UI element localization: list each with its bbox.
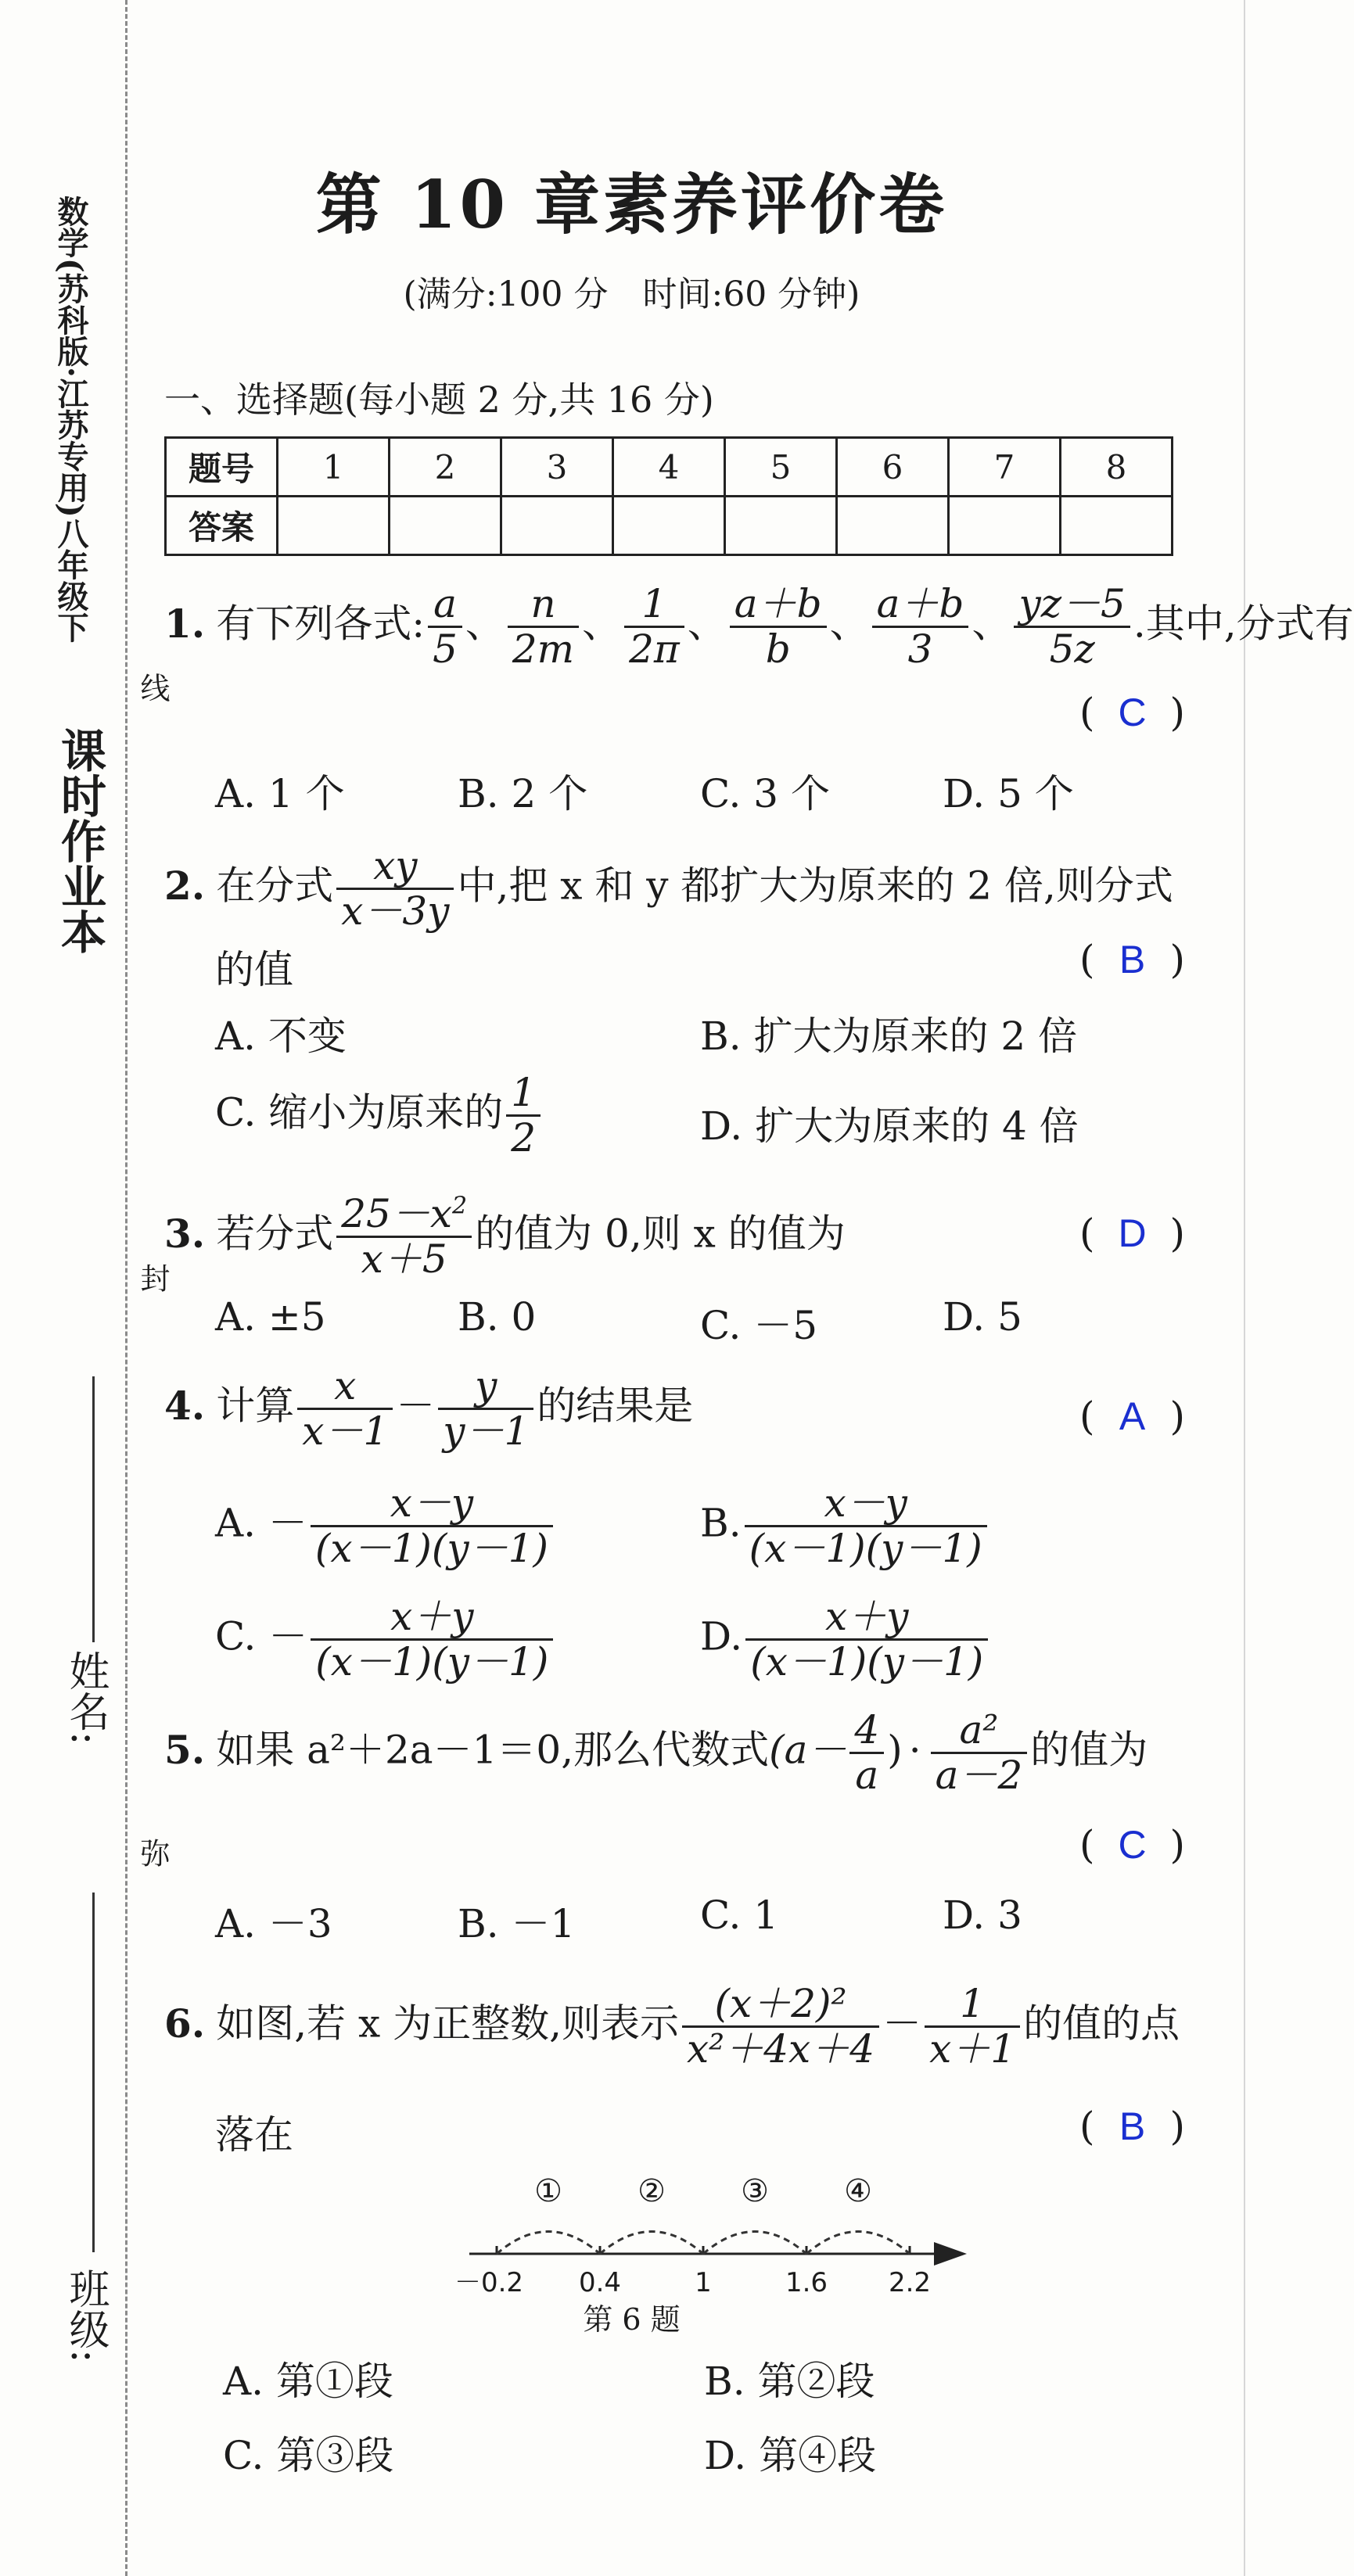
answer-letter: A xyxy=(1119,1394,1146,1438)
answer-bracket-3: ( D ) xyxy=(1079,1211,1186,1256)
option-c: C. － $\frac{x+y}{(x-1)(y-1)}$ xyxy=(215,1595,556,1684)
table-number-cell: 1 xyxy=(278,438,390,497)
table-number-cell: 8 xyxy=(1061,438,1173,497)
figure-caption: 第 6 题 xyxy=(583,2302,681,2337)
answer-table-answer-row xyxy=(166,497,1173,555)
option-b: B. 2 个 xyxy=(458,771,588,816)
tick-label: 0.4 xyxy=(578,2267,622,2298)
option-a: A. －3 xyxy=(215,1901,332,1946)
answer-cell[interactable] xyxy=(725,497,837,555)
segment-label: ② xyxy=(637,2173,666,2209)
question-text: .其中,分式有 xyxy=(1133,601,1354,647)
name-label: 姓名: xyxy=(62,1650,109,1745)
class-label: 班级: xyxy=(62,2268,109,2363)
fraction: $\frac{x+y}{(x-1)(y-1)}$ xyxy=(311,1595,553,1684)
answer-bracket-2: ( B ) xyxy=(1079,937,1186,982)
number-line-figure xyxy=(438,2166,986,2307)
option-b: B. －1 xyxy=(458,1901,576,1946)
question-2-stem: 2. 在分式 $\frac{xy}{x-3y}$ 中,把 x 和 y 都扩大为原来的 2 倍,则分式 xyxy=(164,843,1173,934)
table-number-cell: 3 xyxy=(501,438,613,497)
book-series-label: 数学(苏科版·江苏专用)八年级下 xyxy=(52,196,89,643)
answer-bracket-1: ( C ) xyxy=(1079,690,1186,735)
segment-arc xyxy=(600,2232,703,2255)
answer-bracket-4: ( A ) xyxy=(1079,1394,1186,1439)
question-1-stem: 1. 有下列各式: $\frac{a}{5}$ 、 $\frac{n}{2m}$ 、 $\frac{1}{2\pi}$ 、 $\frac{a+b}{b}$ 、 $\frac{a+b}{3}$ 、 $\frac{yz-5}{5z}$ .其中,分式有 xyxy=(164,581,1354,672)
option-d: D. 3 xyxy=(943,1893,1022,1938)
question-5-stem: 5. 如果 a²＋2a－1＝0,那么代数式(a－ $\frac{4}{a}$ ) · $\frac{\text{a²}}{a-2}$ 的值为 xyxy=(164,1707,1148,1798)
question-4-stem: 4. 计算 $\frac{x}{x-1}$ － $\frac{y}{y-1}$ 的结果是 xyxy=(164,1363,694,1454)
answer-cell[interactable] xyxy=(1061,497,1173,555)
option-b: B. $\frac{x-y}{(x-1)(y-1)}$ xyxy=(700,1482,990,1570)
table-number-cell: 4 xyxy=(613,438,725,497)
option-c: C. 1 xyxy=(700,1893,779,1938)
option-a: A. － $\frac{x-y}{(x-1)(y-1)}$ xyxy=(215,1482,556,1570)
table-header-cell: 答案 xyxy=(166,497,278,555)
answer-letter: D xyxy=(1118,1211,1147,1255)
fraction: $\frac{x+y}{(x-1)(y-1)}$ xyxy=(745,1595,988,1684)
question-2-line2: 的值 xyxy=(215,947,293,992)
answer-bracket-6: ( B ) xyxy=(1079,2104,1186,2149)
fraction: $\frac{\text{a²}}{a-2}$ xyxy=(931,1709,1028,1797)
fraction: $\frac{25-x^2}{x+5}$ xyxy=(336,1193,472,1281)
segment-label: ① xyxy=(534,2173,562,2209)
fraction: $\frac{x}{x-1}$ xyxy=(297,1365,393,1453)
seal-mark-mi: 弥 xyxy=(135,1838,170,1867)
answer-letter: C xyxy=(1118,1823,1147,1867)
table-header-cell: 题号 xyxy=(166,438,278,497)
answer-letter: B xyxy=(1119,938,1146,981)
tick-label: 1 xyxy=(695,2267,712,2298)
answer-table xyxy=(164,436,1173,556)
page-title: 第 10 章素养评价卷 xyxy=(315,166,948,243)
table-number-cell: 6 xyxy=(837,438,949,497)
fraction: $\frac{x-y}{(x-1)(y-1)}$ xyxy=(745,1482,987,1570)
fraction: $\frac{x-y}{(x-1)(y-1)}$ xyxy=(311,1482,553,1570)
question-6-stem: 6. 如图,若 x 为正整数,则表示 $\frac{\text{(x＋2)²}}{\text{x²＋4x＋4}}$ － $\frac{1}{x+1}$ 的值的点 xyxy=(164,1981,1180,2072)
question-3-stem: 3. 若分式 $\frac{25-x^2}{x+5}$ 的值为 0,则 x 的值为 xyxy=(164,1191,846,1282)
answer-letter: B xyxy=(1119,2104,1146,2148)
answer-bracket-5: ( C ) xyxy=(1079,1822,1186,1867)
answer-cell[interactable] xyxy=(613,497,725,555)
option-c: C. 第③段 xyxy=(223,2433,394,2478)
option-d: D. 第④段 xyxy=(704,2433,877,2478)
class-underline xyxy=(92,1893,95,2252)
answer-cell[interactable] xyxy=(949,497,1061,555)
fraction: $\frac{a}{5}$ xyxy=(428,583,462,671)
option-d: D. $\frac{x+y}{(x-1)(y-1)}$ xyxy=(700,1595,991,1684)
option-d: D. 扩大为原来的 4 倍 xyxy=(700,1103,1079,1149)
option-c: C. －5 xyxy=(700,1303,818,1348)
tick-label: 2.2 xyxy=(888,2267,932,2298)
answer-cell[interactable] xyxy=(278,497,390,555)
fraction: $\frac{xy}{x-3y}$ xyxy=(336,845,454,933)
page-edge-line xyxy=(1244,0,1245,2576)
fraction: $\frac{\text{(x＋2)²}}{\text{x²＋4x＋4}}$ xyxy=(682,1982,879,2071)
segment-label: ④ xyxy=(844,2173,872,2209)
table-number-cell: 5 xyxy=(725,438,837,497)
option-a: A. 1 个 xyxy=(215,771,345,816)
seal-mark-xian: 线 xyxy=(135,673,170,702)
question-number: 1. xyxy=(164,600,206,647)
fraction: $\frac{1}{2}$ xyxy=(506,1071,541,1160)
table-number-cell: 7 xyxy=(949,438,1061,497)
segment-arc xyxy=(703,2232,806,2255)
segment-label: ③ xyxy=(741,2173,769,2209)
option-a: A. ±5 xyxy=(215,1294,326,1340)
brand-logo: 课时作业本 xyxy=(53,727,106,954)
option-c: C. 3 个 xyxy=(700,771,830,816)
option-b: B. 0 xyxy=(458,1294,537,1340)
answer-table-number-row xyxy=(166,438,1173,497)
binding-dashed-line xyxy=(125,0,127,2576)
option-a: A. 第①段 xyxy=(223,2359,393,2404)
question-6-line2: 落在 xyxy=(215,2112,293,2158)
option-c: C. 缩小为原来的 $\frac{1}{2}$ xyxy=(215,1071,544,1160)
option-a: A. 不变 xyxy=(215,1014,347,1059)
answer-cell[interactable] xyxy=(390,497,501,555)
fraction: $\frac{4}{a}$ xyxy=(849,1709,884,1797)
fraction: $\frac{a+b}{3}$ xyxy=(872,583,969,671)
option-d: D. 5 xyxy=(943,1294,1022,1340)
seal-mark-feng: 封 xyxy=(135,1263,170,1293)
fraction: $\frac{n}{2m}$ xyxy=(508,583,579,671)
table-number-cell: 2 xyxy=(390,438,501,497)
answer-cell[interactable] xyxy=(501,497,613,555)
tick-label: －0.2 xyxy=(454,2267,524,2298)
option-b: B. 第②段 xyxy=(704,2359,875,2404)
fraction: $\frac{y}{y-1}$ xyxy=(438,1365,533,1453)
fraction: $\frac{yz-5}{5z}$ xyxy=(1014,583,1130,671)
option-b: B. 扩大为原来的 2 倍 xyxy=(700,1014,1078,1059)
name-underline xyxy=(92,1376,95,1642)
fraction: $\frac{1}{2\pi}$ xyxy=(624,583,684,671)
tick-label: 1.6 xyxy=(785,2267,828,2298)
segment-arc xyxy=(806,2232,910,2255)
segment-arc xyxy=(497,2232,600,2255)
fraction: $\frac{1}{x+1}$ xyxy=(925,1982,1020,2071)
section-heading: 一、选择题(每小题 2 分,共 16 分) xyxy=(164,379,714,421)
page-subtitle: (满分:100 分 时间:60 分钟) xyxy=(403,274,860,314)
answer-cell[interactable] xyxy=(837,497,949,555)
fraction: $\frac{a+b}{b}$ xyxy=(730,583,827,671)
question-text: 有下列各式: xyxy=(216,601,426,647)
option-d: D. 5 个 xyxy=(943,771,1074,816)
answer-letter: C xyxy=(1118,691,1147,734)
